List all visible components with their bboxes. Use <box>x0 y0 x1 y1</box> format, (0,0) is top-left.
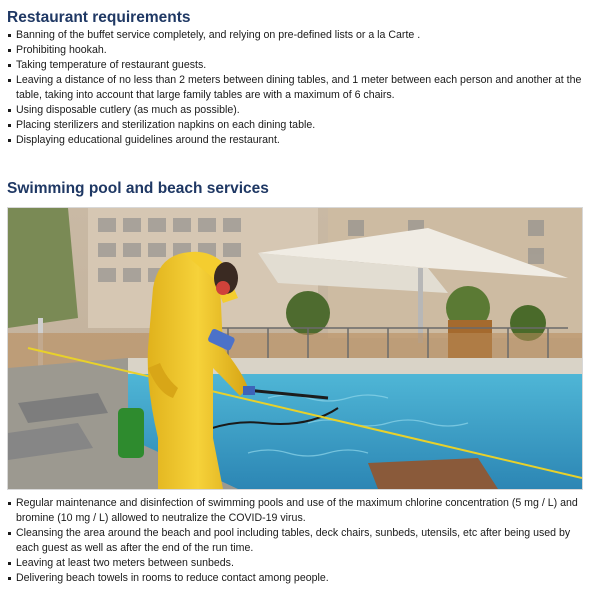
list-item: Placing sterilizers and sterilization napkins on each dining table. <box>7 118 593 133</box>
list-item: Using disposable cutlery (as much as possible). <box>7 103 593 118</box>
pool-worker-illustration <box>8 208 582 489</box>
restaurant-requirements-heading: Restaurant requirements <box>7 9 191 26</box>
swimming-pool-heading: Swimming pool and beach services <box>7 180 269 197</box>
list-item: Taking temperature of restaurant guests. <box>7 58 593 73</box>
list-item: Leaving at least two meters between sunbeds. <box>7 556 593 571</box>
list-item: Cleansing the area around the beach and pool including tables, deck chairs, sunbeds, utensils, etc after being used by each guest as well as after the end of the run time. <box>7 526 593 556</box>
pool-disinfection-photo <box>7 207 583 490</box>
list-item: Leaving a distance of no less than 2 meters between dining tables, and 1 meter between each person and another at the table, taking into account that large family tables are with a maximum of 6 chairs. <box>7 73 593 103</box>
list-item: Delivering beach towels in rooms to reduce contact among people. <box>7 571 593 586</box>
list-item: Banning of the buffet service completely, and relying on pre-defined lists or a la Carte . <box>7 28 593 43</box>
list-item: Displaying educational guidelines around the restaurant. <box>7 133 593 148</box>
swimming-pool-list <box>7 496 593 586</box>
restaurant-requirements-list <box>7 28 593 148</box>
list-item: Prohibiting hookah. <box>7 43 593 58</box>
list-item: Regular maintenance and disinfection of swimming pools and use of the maximum chlorine concentration (5 mg / L) and bromine (10 mg / L) allowed to neutralize the COVID-19 virus. <box>7 496 593 526</box>
